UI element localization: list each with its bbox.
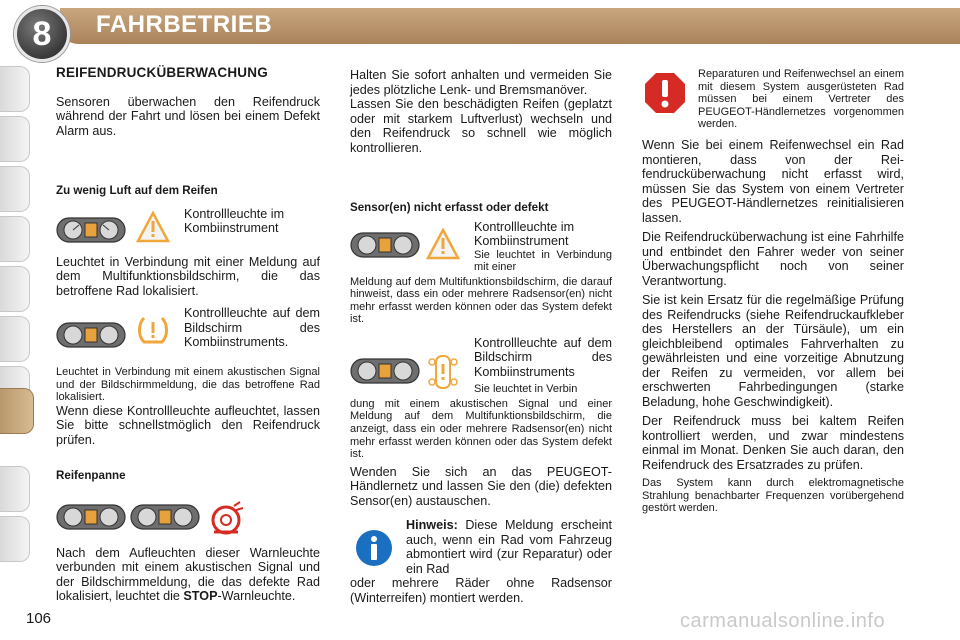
flat-text	[56, 546, 320, 604]
stop-text-2: Lassen Sie den beschädigten Reifen (geplatzt oder mit starkem Luftverlust) wechseln und den Reifendruck so schnell wie möglich kontrollieren.	[350, 97, 612, 155]
chapter-tab-4[interactable]	[0, 216, 30, 262]
paragraph-2: Die Reifendrucküberwachung ist eine Fahrhilfe und entbindet den Fahrer weder von seiner Überwachungspflicht noch von seiner Verantwortung.	[642, 230, 904, 288]
chapter-tab-1[interactable]	[0, 66, 30, 112]
lamp4-text-a: Sie leuchtet in Verbin	[474, 383, 578, 396]
paragraph-3: Sie ist kein Ersatz für die regelmäßige Prüfung des Reifendrucks (siehe Reifendruckaufkleber des Herstellers an der Türsäule), um ein gleichbleibend optimales Fahrverhalten zu gewährleisten und eine vorzeitige Abnutzung der Reifen zu vermeiden, vor allem bei erschwerten Fahrbedingungen (starke Beladung, hohe Geschwindigkeit).	[642, 293, 904, 409]
hint-text-a: Diese Meldung erscheint auch, wenn ein Rad vom Fahrzeug abmontiert wird (zur Reparatur) oder ein Rad	[406, 518, 612, 576]
dashboard-cluster-icon	[56, 215, 126, 245]
hint-text-b: oder mehrere Räder ohne Radsensor (Winterreifen) montiert werden.	[350, 576, 612, 605]
hint-block	[406, 518, 612, 576]
chapter-tab-9[interactable]	[0, 466, 30, 512]
hint-row	[350, 518, 612, 576]
chapter-tab-8-active[interactable]	[0, 388, 34, 434]
lamp4-text-b: dung mit einem akustischen Signal und einer Meldung auf dem Multifunktionsbildschirm, die anzeigt, dass ein oder mehrere Radsensor(en) nicht mehr erfasst werden können oder das System defekt ist.	[350, 397, 612, 461]
sensor-fault-icon	[424, 352, 462, 392]
flat-tire-icon	[206, 500, 246, 536]
lamp1-row	[56, 206, 320, 255]
lamp3-caption-block	[474, 220, 612, 274]
section-title: REIFENDRUCKÜBERWACHUNG	[56, 65, 268, 80]
subtitle-sensor: Sensor(en) nicht erfasst oder defekt	[350, 201, 549, 214]
info-icon	[354, 528, 394, 568]
lamp3-row	[350, 220, 612, 278]
lamp3-text-b: Meldung auf dem Multifunktionsbildschirm, die darauf hinweist, dass ein oder mehrere Radsensor(en) nicht mehr erfasst werden können oder das System defekt ist.	[350, 275, 612, 326]
paragraph-5: Das System kann durch elektromagnetische Strahlung benachbarter Frequenzen vorübergehend gestört werden.	[642, 477, 904, 515]
intro-text: Sensoren überwachen den Reifendruck während der Fahrt und lösen bei einem Defekt Alarm aus.	[56, 94, 320, 138]
subtitle-low-pressure: Zu wenig Luft auf dem Reifen	[56, 184, 218, 197]
lamp2-row	[56, 308, 320, 360]
warning-triangle-icon	[426, 228, 460, 260]
dashboard-cluster-icon	[56, 502, 126, 532]
dashboard-cluster-icon	[56, 320, 126, 350]
lamp2-text-2: Wenn diese Kontrollleuchte aufleuchtet, lassen Sie bitte schnellstmöglich den Reifendruck prüfen.	[56, 403, 320, 447]
lamp2-text: Leuchtet in Verbindung mit einem akustischen Signal und der Bildschirmmeldung, die das betroffene Rad lokalisiert.	[56, 366, 320, 404]
flat-row	[56, 498, 320, 542]
subtitle-flat-tire: Reifenpanne	[56, 469, 126, 483]
chapter-tab-5[interactable]	[0, 266, 30, 312]
chapter-tab-10[interactable]	[0, 516, 30, 562]
chapter-number-badge: 8	[14, 6, 70, 62]
tire-pressure-icon	[136, 314, 170, 346]
dealer-text: Wenden Sie sich an das PEUGEOT-Händlernetz und lassen Sie den (die) defekten Sensor(en) austauschen.	[350, 464, 612, 508]
lamp1-caption: Kontrollleuchte im Kombiinstrument	[184, 206, 285, 235]
stop-text: Halten Sie sofort anhalten und vermeiden Sie jedes plötzliche Lenk- und Bremsmanöver.	[350, 68, 612, 97]
flat-stop-suffix: -Warnleuchte.	[217, 589, 296, 604]
column-right	[642, 62, 904, 515]
page-number: 106	[26, 610, 52, 627]
lamp2-caption: Kontrollleuchte auf dem Bildschirm des Kombiinstruments.	[184, 306, 320, 349]
paragraph-4: Der Reifendruck muss bei kaltem Reifen kontrolliert werden, und zwar mindestens einmal im Monat. Denken Sie auch daran, den Reifendruck des Ersatzrades zu prüfen.	[642, 414, 904, 472]
alert-row	[642, 62, 904, 134]
watermark: carmanualsonline.info	[680, 610, 886, 632]
hint-label: Hinweis:	[406, 518, 458, 533]
lamp4-row	[350, 335, 612, 400]
stop-alert-icon	[644, 72, 686, 114]
lamp3-caption: Kontrollleuchte im Kombiinstrument	[474, 219, 575, 248]
dashboard-cluster-icon	[350, 230, 420, 260]
lamp3-text-a: Sie leuchtet in Verbindung mit einer	[474, 248, 612, 274]
column-left	[56, 62, 320, 604]
chapter-tab-6[interactable]	[0, 316, 30, 362]
flat-stop-word: STOP	[183, 589, 218, 604]
lamp1-text: Leuchtet in Verbindung mit einer Meldung auf dem Multifunktionsbildschirm, die das betroffene Rad lokalisiert.	[56, 254, 320, 298]
paragraph-1: Wenn Sie bei einem Reifenwechsel ein Rad montieren, dass von der Reifendrucküberwachung nicht erfasst wird, müssen Sie das System von einem Vertreter des PEUGEOT-Händlernetzes reinitialisieren lassen.	[642, 138, 904, 225]
alert-text: Reparaturen und Reifenwechsel an einem mit diesem System ausgerüsteten Rad müssen bei einem Vertreter des PEUGEOT-Händlernetzes vorgenommen werden.	[698, 68, 904, 131]
dashboard-cluster-icon	[130, 502, 200, 532]
chapter-tab-3[interactable]	[0, 166, 30, 212]
column-middle	[350, 62, 612, 605]
lamp4-caption-block	[474, 336, 612, 396]
lamp4-caption: Kontrollleuchte auf dem Bildschirm des Kombiinstruments	[474, 335, 612, 379]
chapter-tab-2[interactable]	[0, 116, 30, 162]
flat-text-main: Nach dem Aufleuchten dieser Warnleuchte verbunden mit einem akustischen Signal und der Bildschirmmeldung, die das defekte Rad lokalisiert, leuchtet die	[56, 545, 320, 604]
dashboard-cluster-icon	[350, 356, 420, 386]
chapter-title: FAHRBETRIEB	[96, 11, 273, 38]
page-header	[0, 0, 960, 58]
warning-triangle-icon	[136, 211, 170, 243]
